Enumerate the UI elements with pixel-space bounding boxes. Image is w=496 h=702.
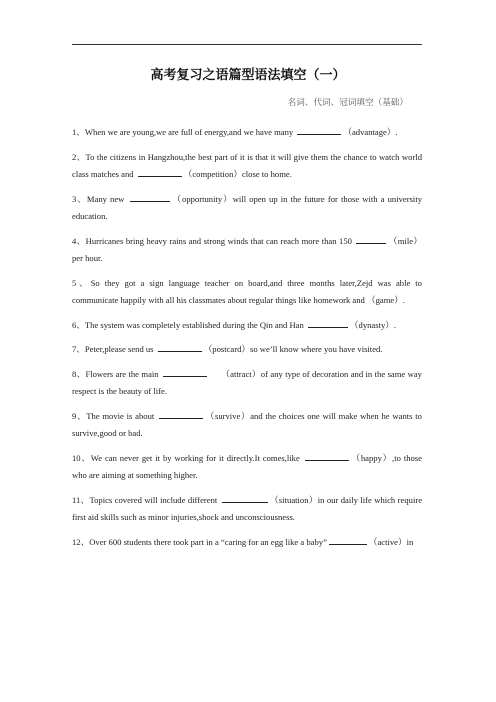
item-text: So they got a sign language teacher on board,and three months later,Zejd was able to communicate happily with all his classmates about regular things like homework and: [72, 277, 422, 305]
item-text: Many new: [86, 193, 125, 204]
item-text: Topics covered will include different: [89, 494, 218, 505]
item-text: When we are young,we are full of energy,and we have many: [84, 127, 294, 137]
answer-blank[interactable]: [356, 233, 386, 244]
item-hint: （situation）: [269, 494, 318, 505]
item-text: Flowers are the main: [85, 368, 159, 379]
item-hint: （game）.: [367, 295, 405, 305]
item-text-after: so we’ll know where you have visited.: [250, 344, 383, 354]
item-text-after: ,to those who are aiming at something higher.: [72, 452, 422, 480]
item-text-after: will open up in the future for those with a university education.: [72, 193, 422, 221]
item-text-after: close to home.: [241, 169, 292, 179]
item-text-after: in: [406, 536, 414, 547]
item-text: Hurricanes bring heavy rains and strong winds that can reach more than 150: [85, 235, 352, 246]
answer-blank[interactable]: [138, 166, 182, 177]
item-text-after: in our daily life which require first aid skills such as minor injuries,shock and unconsciousness.: [72, 494, 423, 522]
exercise-item: [72, 341, 422, 359]
exercise-item: [72, 233, 422, 268]
page-title: 高考复习之语篇型语法填空（一）: [150, 68, 346, 83]
item-text-after: per hour.: [72, 253, 103, 263]
item-number: 8、: [72, 368, 86, 379]
exercise-item: [72, 317, 422, 335]
item-hint: （active）: [368, 536, 407, 547]
answer-blank[interactable]: [130, 191, 170, 202]
exercise-item: [72, 149, 422, 184]
item-hint: （attract）: [221, 368, 261, 379]
answer-blank[interactable]: [305, 450, 349, 461]
item-number: 4、: [72, 235, 86, 246]
item-hint: （mile）: [388, 235, 422, 246]
exercise-item: [72, 124, 422, 142]
item-text: The system was completely established during the Qin and Han: [84, 319, 304, 330]
item-hint: （opportunity）: [171, 193, 233, 204]
item-number: 12、: [72, 536, 90, 547]
exercise-item: [72, 275, 422, 310]
item-number: 3、: [72, 193, 87, 204]
answer-blank[interactable]: [308, 317, 348, 328]
item-text: Peter,please send us: [84, 344, 154, 354]
item-text-after: and the choices one will make when he wants to survive,good or bad.: [72, 410, 422, 438]
answer-blank[interactable]: [158, 341, 202, 352]
page-subtitle: 名词、代词、冠词填空（基础）: [287, 98, 408, 108]
answer-blank[interactable]: [159, 408, 203, 419]
answer-blank[interactable]: [163, 366, 207, 377]
exercise-item: [72, 492, 422, 527]
item-hint: （survive）: [205, 410, 251, 421]
item-text-after: of any type of decoration and in the same way respect is the beauty of life.: [72, 368, 422, 396]
item-number: 1、: [72, 127, 85, 137]
item-number: 11、: [72, 494, 90, 505]
item-number: 7、: [72, 344, 85, 354]
item-text: The movie is about: [86, 410, 155, 421]
top-rule: [72, 44, 422, 45]
item-hint: （postcard）: [203, 344, 250, 354]
exercise-list: [72, 124, 422, 551]
item-number: 6、: [72, 319, 85, 330]
item-text: To the citizens in Hangzhou,the best part of it is that it will give them the chance to watch world class matches and: [72, 151, 422, 179]
exercise-item: [72, 534, 422, 552]
item-hint: （dynasty）.: [349, 319, 396, 330]
answer-blank[interactable]: [329, 534, 367, 545]
item-text: We can never get it by working for it directly.It comes,like: [90, 452, 300, 463]
item-text: Over 600 students there took part in a “caring for an egg like a baby”: [89, 536, 327, 547]
answer-blank[interactable]: [222, 492, 268, 503]
item-number: 10、: [72, 452, 91, 463]
exercise-item: [72, 450, 422, 485]
exercise-item: [72, 191, 422, 226]
answer-blank[interactable]: [297, 124, 341, 135]
item-hint: （advantage）.: [343, 127, 398, 137]
item-number: 2、: [72, 151, 86, 162]
item-number: 5、: [72, 277, 91, 288]
exercise-item: [72, 408, 422, 443]
item-number: 9、: [72, 410, 87, 421]
item-hint: （happy）: [350, 452, 393, 463]
item-hint: （competition）: [183, 169, 242, 179]
exercise-item: [72, 366, 422, 401]
